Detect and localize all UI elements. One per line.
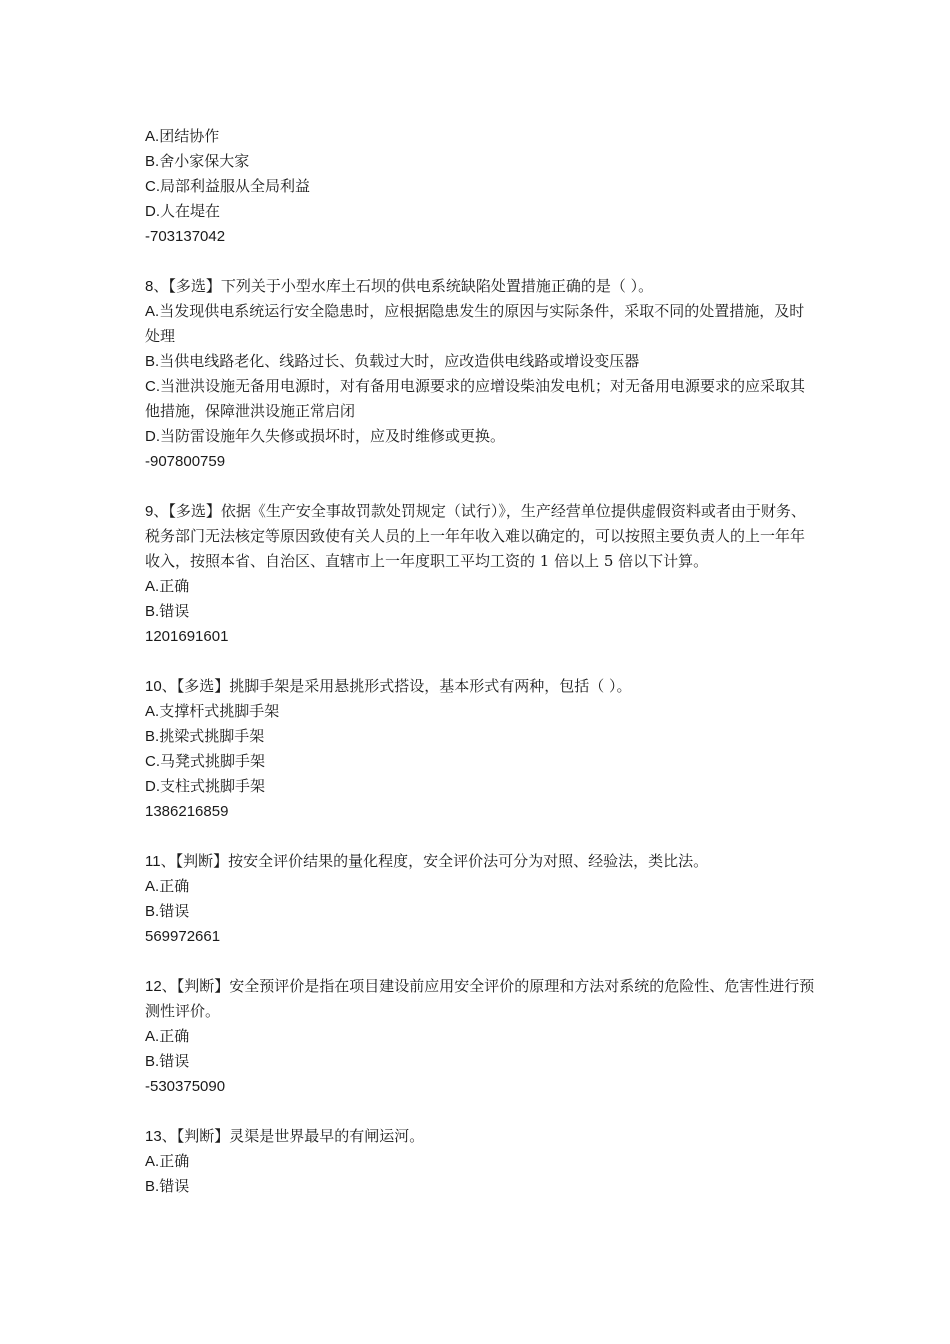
top-options xyxy=(145,124,815,249)
question-stem: 9、【多选】依据《生产安全事故罚款处罚规定（试行）》，生产经营单位提供虚假资料或者由于财务、税务部门无法核定等原因致使有关人员的上一年年收入难以确定的，可以按照主要负责人的上一年年收入，按照本省、自治区、直辖市上一年度职工平均工资的 1 倍以上 5 倍以下计算。 xyxy=(145,502,806,570)
question-type-tag: 【多选】 xyxy=(168,502,221,520)
option-line: C.马凳式挑脚手架 xyxy=(145,752,266,770)
question-type-tag: 【判断】 xyxy=(176,1127,230,1145)
option-line: A.正确 xyxy=(145,1152,190,1170)
question-code: -907800759 xyxy=(145,453,226,470)
option-line: B.错误 xyxy=(145,602,190,620)
option-line: A.正确 xyxy=(145,1027,190,1045)
question-stem: 10、【多选】挑脚手架是采用悬挑形式搭设，基本形式有两种，包括（ ）。 xyxy=(145,677,632,695)
option-line: A.支撑杆式挑脚手架 xyxy=(145,702,280,720)
question-type-tag: 【判断】 xyxy=(176,977,230,995)
option-line: A.正确 xyxy=(145,877,190,895)
option-line: C.局部利益服从全局利益 xyxy=(145,177,311,195)
question-code: 569972661 xyxy=(145,928,221,945)
option-line: B.挑梁式挑脚手架 xyxy=(145,727,265,745)
option-line: B.错误 xyxy=(145,1052,190,1070)
question-stem: 8、【多选】下列关于小型水库土石坝的供电系统缺陷处置措施正确的是（ ）。 xyxy=(145,277,654,295)
option-line: B.当供电线路老化、线路过长、负载过大时，应改造供电线路或增设变压器 xyxy=(145,352,640,370)
question-block xyxy=(145,674,815,824)
option-line: A.当发现供电系统运行安全隐患时，应根据隐患发生的原因与实际条件，采取不同的处置措施，及时处理 xyxy=(145,302,805,345)
option-line: A.团结协作 xyxy=(145,127,220,145)
question-block xyxy=(145,849,815,949)
question-stem: 12、【判断】安全预评价是指在项目建设前应用安全评价的原理和方法对系统的危险性、危害性进行预测性评价。 xyxy=(145,977,815,1020)
document-page xyxy=(145,124,815,1199)
option-line: A.正确 xyxy=(145,577,190,595)
question-type-tag: 【多选】 xyxy=(168,277,221,295)
question-block xyxy=(145,1124,815,1199)
question-code: 1201691601 xyxy=(145,628,229,645)
question-block xyxy=(145,974,815,1099)
question-stem: 13、【判断】灵渠是世界最早的有闸运河。 xyxy=(145,1127,425,1145)
option-line: B.舍小家保大家 xyxy=(145,152,250,170)
question-type-tag: 【多选】 xyxy=(176,677,230,695)
question-code: -530375090 xyxy=(145,1078,226,1095)
option-line: C.当泄洪设施无备用电源时，对有备用电源要求的应增设柴油发电机；对无备用电源要求的应采取其他措施，保障泄洪设施正常启闭 xyxy=(145,377,806,420)
option-line: D.人在堤在 xyxy=(145,202,221,220)
option-line: B.错误 xyxy=(145,902,190,920)
question-stem: 11、【判断】按安全评价结果的量化程度，安全评价法可分为对照、经验法，类比法。 xyxy=(145,852,709,870)
option-line: D.支柱式挑脚手架 xyxy=(145,777,266,795)
question-code: 1386216859 xyxy=(145,803,229,820)
question-code: -703137042 xyxy=(145,228,226,245)
option-line: B.错误 xyxy=(145,1177,190,1195)
question-block xyxy=(145,274,815,474)
option-line: D.当防雷设施年久失修或损坏时，应及时维修或更换。 xyxy=(145,427,506,445)
question-block xyxy=(145,499,815,649)
question-type-tag: 【判断】 xyxy=(175,852,229,870)
